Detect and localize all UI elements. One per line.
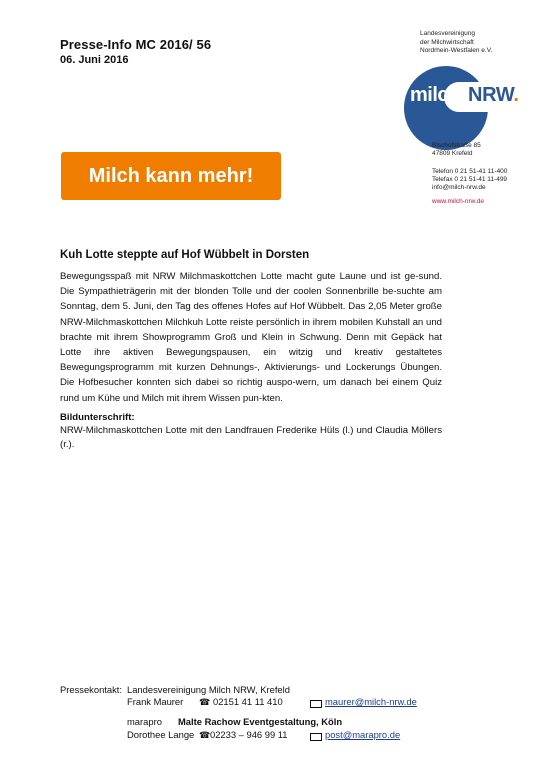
org-line-3: Nordrhein-Westfalen e.V. (420, 47, 493, 54)
logo-nrw-text (468, 84, 519, 107)
mail-icon (310, 730, 322, 742)
footer-org-2-prefix: marapro (127, 716, 162, 727)
contact-fax: Telefax 0 21 51-41 11-499 (432, 176, 508, 183)
contact-web-link[interactable]: www.milch-nrw.de (432, 198, 485, 205)
logo-nrw-word: NRW (468, 84, 514, 106)
logo-dot: . (513, 84, 519, 106)
footer-phone-2: 02233 – 946 99 11 (210, 729, 288, 740)
footer-email-1-link[interactable]: maurer@milch-nrw.de (325, 696, 417, 707)
caption-text: NRW-Milchmaskottchen Lotte mit den Landfrauen Frederike Hüls (l.) und Claudia Möllers (r.). (60, 425, 442, 450)
contact-street: Bischofstraße 85 (432, 142, 481, 149)
caption-label: Bildunterschrift: (60, 412, 135, 423)
mail-icon (310, 697, 322, 709)
footer-person-1: Frank Maurer (127, 696, 184, 707)
org-line-1: Landesvereinigung (420, 30, 475, 37)
footer-person-2: Dorothee Lange (127, 729, 195, 740)
logo-milch-text: milch (410, 84, 460, 106)
phone-icon: ☎ (199, 730, 211, 740)
footer-org-2: Malte Rachow Eventgestaltung, Köln (178, 716, 343, 727)
org-line-2: der Milchwirtschaft (420, 38, 474, 46)
footer-org-1: Landesvereinigung Milch NRW, Krefeld (127, 684, 290, 695)
press-info-title: Presse-Info MC 2016/ 56 (60, 37, 212, 52)
footer-label: Pressekontakt: (60, 684, 123, 695)
footer-phone-1: 02151 41 11 410 (213, 696, 283, 707)
contact-phone: Telefon 0 21 51-41 11-400 (432, 168, 508, 175)
phone-icon: ☎ (199, 697, 211, 707)
contact-block (432, 142, 542, 206)
article-body: Bewegungsspaß mit NRW Milchmaskottchen Lotte macht gute Laune und ist ge-sund. Die Sympathieträgerin mit der blonden Tolle und der coolen Sonnenbrille be-suchte am Sonntag, dem 5. Juni, den Tag des offenes Hofes auf Hof Wübbelt. Das 2,05 Meter große NRW-Milchmaskottchen Milchkuh Lotte reiste persönlich in ihrem mobilen Kuhstall an und brachte mit ihrem Showprogramm Groß und Klein in Schwung. Denn mit Gepäck hat Lotte ihre aktiven Bewegungspausen, ein witzig und kreativ gestaltetes Bewegungsprogramm mit kurzen Dehnungs-, Aktivierungs- und Lockerungs Übungen. Die Hofbesucher konnten sich dabei so richtig auspo-wern, um danach bei einem Quiz rund um Kühe und Milch mit ihrem Wissen pun-kten. (60, 271, 442, 404)
contact-city: 47809 Krefeld (432, 150, 473, 157)
org-block (420, 30, 530, 56)
article-headline: Kuh Lotte steppte auf Hof Wübbelt in Dorsten (60, 249, 310, 261)
contact-email[interactable]: info@milch-nrw.de (432, 184, 486, 191)
slogan-banner: Milch kann mehr! (61, 152, 281, 200)
press-info-date: 06. Juni 2016 (60, 54, 129, 66)
footer-email-2-link[interactable]: post@marapro.de (325, 729, 401, 740)
